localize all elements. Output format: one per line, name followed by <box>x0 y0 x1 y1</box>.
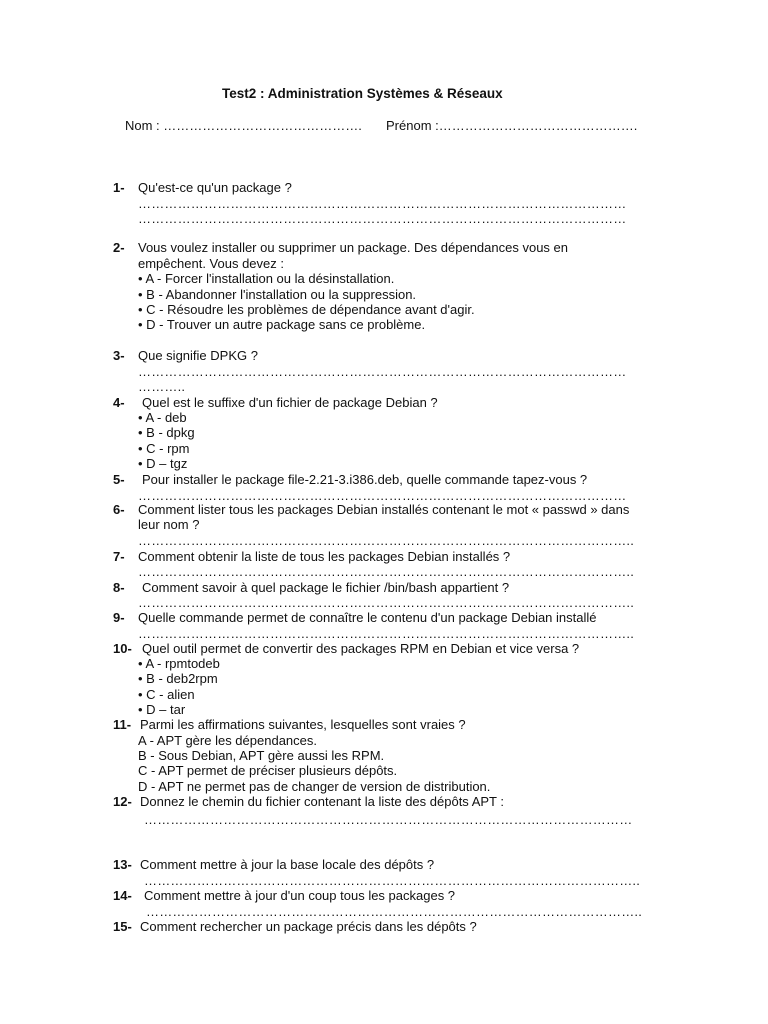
option-item: C - APT permet de préciser plusieurs dépôts. <box>138 763 398 778</box>
question-text: Comment savoir à quel package le fichier /bin/bash appartient ? <box>142 580 510 595</box>
question-text: empêchent. Vous devez : <box>138 256 284 271</box>
answer-line: ………………………………………………………………………………………………… <box>138 364 627 379</box>
option-item: • D - Trouver un autre package sans ce problème. <box>138 317 426 332</box>
option-item: • B - dpkg <box>138 425 195 440</box>
option-item: • C - rpm <box>138 441 190 456</box>
prenom-field: Prénom :………………………………………. <box>386 118 638 133</box>
question-number: 6- <box>113 502 125 517</box>
option-item: • A - rpmtodeb <box>138 656 220 671</box>
option-item: • D – tgz <box>138 456 188 471</box>
answer-line: ………………………………………………………………………………………………….. <box>138 595 635 610</box>
option-item: • C - alien <box>138 687 195 702</box>
answer-line: ………………………………………………………………………………………………… <box>144 812 633 827</box>
question-number: 7- <box>113 549 125 564</box>
question-number: 2- <box>113 240 125 255</box>
question-number: 8- <box>113 580 125 595</box>
question-number: 3- <box>113 348 125 363</box>
question-number: 5- <box>113 472 125 487</box>
option-item: D - APT ne permet pas de changer de version de distribution. <box>138 779 491 794</box>
question-number: 1- <box>113 180 125 195</box>
answer-line: ………………………………………………………………………………………………….. <box>138 626 635 641</box>
question-text: Quel outil permet de convertir des packages RPM en Debian et vice versa ? <box>142 641 580 656</box>
question-text: Comment lister tous les packages Debian installés contenant le mot « passwd » dans <box>138 502 630 517</box>
option-item: • A - deb <box>138 410 187 425</box>
question-text: Parmi les affirmations suivantes, lesquelles sont vraies ? <box>140 717 466 732</box>
question-text: Que signifie DPKG ? <box>138 348 258 363</box>
question-number: 9- <box>113 610 125 625</box>
option-item: • D – tar <box>138 702 186 717</box>
option-item: • B - deb2rpm <box>138 671 218 686</box>
question-number: 13- <box>113 857 132 872</box>
answer-line: ………………………………………………………………………………………………….. <box>144 873 641 888</box>
question-text: Quelle commande permet de connaître le contenu d'un package Debian installé <box>138 610 597 625</box>
answer-line: ………………………………………………………………………………………………… <box>138 488 627 503</box>
answer-line: ……….. <box>138 379 186 394</box>
question-number: 12- <box>113 794 132 809</box>
option-item: B - Sous Debian, APT gère aussi les RPM. <box>138 748 385 763</box>
option-item: • A - Forcer l'installation ou la désinstallation. <box>138 271 395 286</box>
question-number: 15- <box>113 919 132 934</box>
answer-line: ………………………………………………………………………………………………….. <box>138 533 635 548</box>
question-text: Vous voulez installer ou supprimer un package. Des dépendances vous en <box>138 240 568 255</box>
question-text: Quel est le suffixe d'un fichier de package Debian ? <box>142 395 438 410</box>
answer-line: ………………………………………………………………………………………………… <box>138 196 627 211</box>
answer-line: ………………………………………………………………………………………………….. <box>138 564 635 579</box>
answer-line: ………………………………………………………………………………………………… <box>138 211 627 226</box>
option-item: • B - Abandonner l'installation ou la suppression. <box>138 287 417 302</box>
question-number: 14- <box>113 888 132 903</box>
option-item: A - APT gère les dépendances. <box>138 733 317 748</box>
question-text: Donnez le chemin du fichier contenant la liste des dépôts APT : <box>140 794 504 809</box>
question-number: 4- <box>113 395 125 410</box>
page-title: Test2 : Administration Systèmes & Réseaux <box>222 86 503 101</box>
question-text: Comment mettre à jour la base locale des dépôts ? <box>140 857 435 872</box>
question-text: leur nom ? <box>138 517 200 532</box>
question-text: Pour installer le package file-2.21-3.i386.deb, quelle commande tapez-vous ? <box>142 472 588 487</box>
nom-field: Nom : ………………………………………. <box>125 118 362 133</box>
question-text: Comment mettre à jour d'un coup tous les packages ? <box>144 888 456 903</box>
question-number: 10- <box>113 641 132 656</box>
question-number: 11- <box>113 717 132 732</box>
question-text: Comment obtenir la liste de tous les packages Debian installés ? <box>138 549 511 564</box>
question-text: Qu'est-ce qu'un package ? <box>138 180 292 195</box>
option-item: • C - Résoudre les problèmes de dépendance avant d'agir. <box>138 302 475 317</box>
question-text: Comment rechercher un package précis dans les dépôts ? <box>140 919 477 934</box>
answer-line: ………………………………………………………………………………………………….. <box>146 904 643 919</box>
